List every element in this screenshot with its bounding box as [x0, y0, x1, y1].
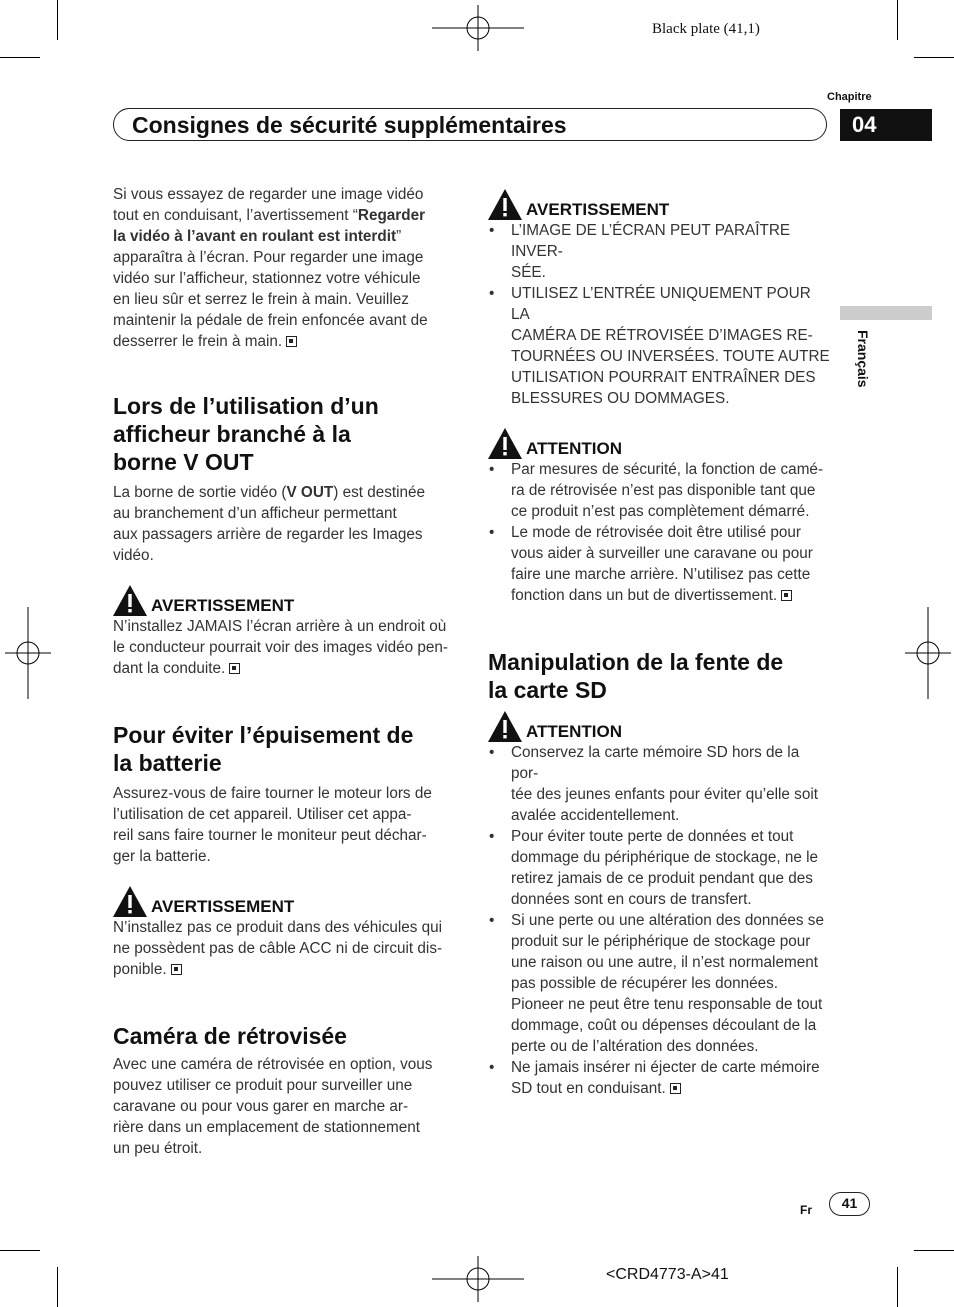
- warning-heading: AVERTISSEMENT: [113, 582, 455, 616]
- crop-mark: [897, 0, 898, 40]
- attention-heading: ATTENTION: [488, 425, 830, 459]
- list-item: • UTILISEZ L’ENTRÉE UNIQUEMENT POUR LA CAMÉRA DE RÉTROVISÉE D’IMAGES RE- TOURNÉES OU INVERSÉES. TOUTE AUTRE UTILISATION POURRAIT ENTRAÎNER DES BLESSURES OU DOMMAGES.: [488, 283, 830, 409]
- crop-mark: [0, 57, 40, 58]
- camera-paragraph: Avec une caméra de rétrovisée en option, vous pouvez utiliser ce produit pour surveiller une caravane ou pour vous garer en marche ar- rière dans un emplacement de stationnement un peu étroit.: [113, 1056, 433, 1157]
- section-title-v-out: Lors de l’utilisation d’un afficheur branché à la borne V OUT: [113, 393, 379, 475]
- end-mark-icon: [229, 663, 240, 674]
- end-mark-icon: [781, 590, 792, 601]
- registration-mark-icon: [5, 607, 51, 699]
- battery-paragraph: Assurez-vous de faire tourner le moteur lors de l’utilisation de cet appareil. Utiliser cet appa- reil sans faire tourner le moniteur peut déchar- ger la batterie.: [113, 785, 432, 865]
- attention-heading: ATTENTION: [488, 708, 830, 742]
- warning-heading: AVERTISSEMENT: [113, 883, 455, 917]
- document-code: <CRD4773-A>41: [606, 1266, 729, 1283]
- end-mark-icon: [286, 336, 297, 347]
- registration-mark-icon: [432, 5, 524, 51]
- list-item: • L’IMAGE DE L’ÉCRAN PEUT PARAÎTRE INVER- SÉE.: [488, 220, 830, 283]
- warning-heading: AVERTISSEMENT: [488, 186, 830, 220]
- end-mark-icon: [171, 964, 182, 975]
- crop-mark: [897, 1267, 898, 1307]
- list-item: • Ne jamais insérer ni éjecter de carte mémoire SD tout en conduisant.: [488, 1057, 830, 1099]
- language-tab: [840, 306, 932, 320]
- crop-mark: [0, 1250, 40, 1251]
- crop-mark: [57, 1267, 58, 1307]
- section-title-sd-card: Manipulation de la fente de la carte SD: [488, 649, 784, 703]
- page-number: 41: [829, 1192, 870, 1216]
- registration-mark-icon: [432, 1256, 524, 1302]
- warning-triangle-icon: [113, 585, 147, 616]
- warning-triangle-icon: [113, 886, 147, 917]
- list-item: • Par mesures de sécurité, la fonction de camé- ra de rétrovisée n’est pas disponible tant que ce produit n’est pas complètement démarré.: [488, 459, 830, 522]
- left-column: [113, 184, 455, 1159]
- registration-mark-icon: [905, 607, 951, 699]
- list-item: • Pour éviter toute perte de données et tout dommage du périphérique de stockage, ne le retirez jamais de ce produit pendant que des données sont en cours de transfert.: [488, 826, 830, 910]
- crop-mark: [914, 57, 954, 58]
- chapter-label: Chapitre: [827, 91, 872, 103]
- right-column: [488, 186, 830, 1099]
- warning-triangle-icon: [488, 428, 522, 459]
- warning-text: N’installez pas ce produit dans des véhicules qui ne possèdent pas de câble ACC ni de circuit dis- ponible.: [113, 919, 443, 978]
- warning-text: N’installez JAMAIS l’écran arrière à un endroit où le conducteur pourrait voir des images vidéo pen- dant la conduite.: [113, 618, 449, 677]
- warning-triangle-icon: [488, 711, 522, 742]
- intro-paragraph: Si vous essayez de regarder une image vidéo tout en conduisant, l’avertissement “Regarder la vidéo à l’avant en roulant est interdit” apparaîtra à l’écran. Pour regarder une image vidéo sur l’afficheur, stationnez votre véhicule en lieu sûr et serrez le frein à main. Veuillez maintenir la pédale de frein enfoncée avant de desserrer le frein à main.: [113, 186, 428, 350]
- list-item: • Si une perte ou une altération des données se produit sur le périphérique de stockage pour une raison ou une autre, il n’est normalement pas possible de récupérer les données. Pioneer ne peut être tenu responsable de tout dommage, coût ou dépenses découlant de la perte ou de l’altération des données.: [488, 910, 830, 1057]
- attention-list: [488, 459, 830, 606]
- list-item: • Le mode de rétrovisée doit être utilisé pour vous aider à surveiller une caravane ou pour faire une marche arrière. N’utilisez pas cette fonction dans un but de divertissement.: [488, 522, 830, 606]
- crop-mark: [914, 1250, 954, 1251]
- footer-language: Fr: [800, 1203, 812, 1217]
- page-title: Consignes de sécurité supplémentaires: [132, 112, 567, 138]
- section-title-camera: Caméra de rétrovisée: [113, 1023, 347, 1049]
- end-mark-icon: [670, 1083, 681, 1094]
- language-label: Français: [855, 330, 871, 388]
- plate-label: Black plate (41,1): [652, 21, 760, 37]
- crop-mark: [57, 0, 58, 40]
- attention-list: [488, 742, 830, 1099]
- section-title-battery: Pour éviter l’épuisement de la batterie: [113, 722, 414, 776]
- v-out-paragraph: La borne de sortie vidéo (V OUT) est destinée au branchement d’un afficheur permettant aux passagers arrière de regarder les Images vidéo.: [113, 484, 426, 564]
- chapter-number: 04: [840, 109, 932, 141]
- warning-list: [488, 220, 830, 409]
- warning-triangle-icon: [488, 189, 522, 220]
- list-item: • Conservez la carte mémoire SD hors de la por- tée des jeunes enfants pour éviter qu’elle soit avalée accidentellement.: [488, 742, 830, 826]
